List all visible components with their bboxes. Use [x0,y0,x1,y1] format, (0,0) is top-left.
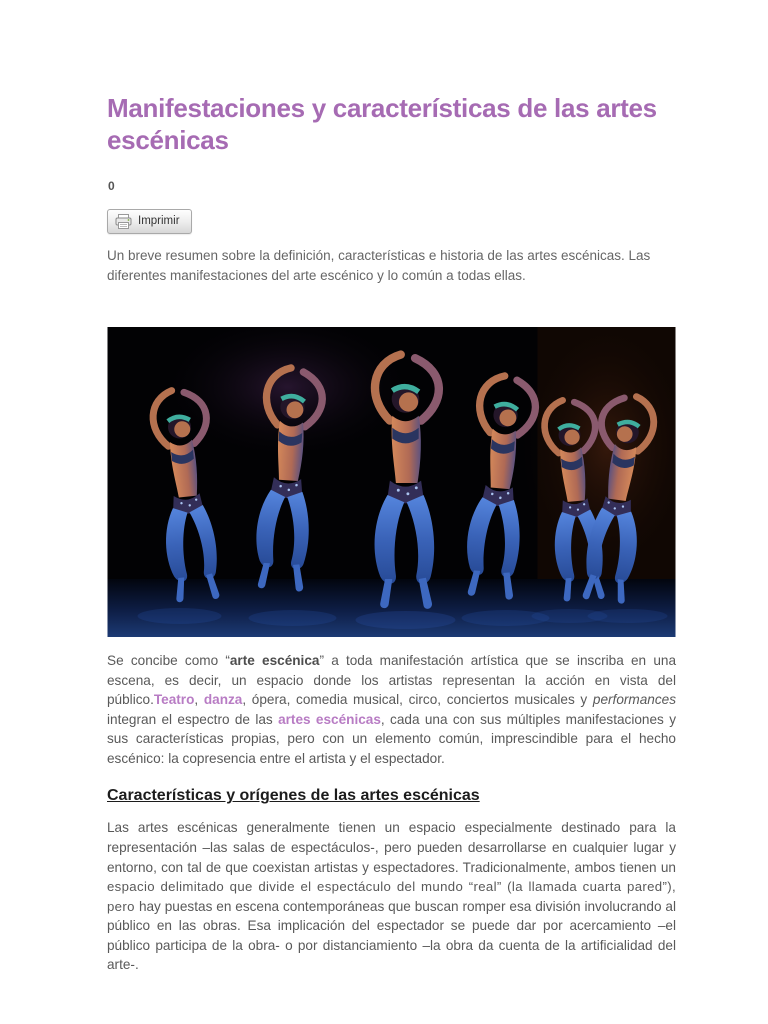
paragraph-1 [107,651,676,768]
p1-separator: , [194,692,204,708]
dancers-illustration [107,327,676,637]
link-danza[interactable]: danza [203,692,243,708]
link-teatro[interactable]: Teatro [153,692,195,708]
p1-after-bold: ” a toda manifestación artística que se inscriba en una escena, es decir, un espacio donde los artistas representan la acción en vista del público. [107,653,676,708]
page-title: Manifestaciones y características de las artes escénicas [107,93,657,155]
section-heading: Características y orígenes de las artes escénicas [107,787,480,805]
p1-lead: Se concibe como “ [107,653,230,669]
p2-altfont-segment: espacio delimitado que divide el espectáculo del mundo “real” (la llamada cuarta pared”), pero [107,879,676,914]
link-artes-escenicas[interactable]: artes escénicas [278,711,381,727]
printer-icon [115,214,132,229]
paragraph-2 [107,818,676,975]
p1-mid: , ópera, comedia musical, circo, conciertos musicales y [242,692,593,708]
vote-count: 0 [108,178,115,193]
p1-tail: , cada una con sus múltiples manifestaciones y sus características propias, pero con un elemento común, imprescindible para el hecho escénico: la copresencia entre el artista y el espectador. [107,711,676,766]
p2-part1: Las artes escénicas generalmente tienen un espacio especialmente destinado para la representación –las salas de espectáculos-, pero pueden desarrollarse en cualquier lugar y entorno, con tal de que coexistan artistas y espectadores. Tradicionalmente, ambos tienen un [107,820,676,875]
stage-dancers-photo [107,327,676,637]
p1-after-italic: integran el espectro de las [107,711,279,727]
print-button-label: Imprimir [138,215,180,228]
p2-part3: hay puestas en escena contemporáneas que buscan romper esa división involucrando al público en las obras. Esa implicación del espectador se puede dar por acercamiento –el público participa de la obra- o por distanciamiento –la obra da cuenta de la artificialidad del arte-. [107,898,677,973]
intro-text: Un breve resumen sobre la definición, características e historia de las artes escénicas. Las diferentes manifestaciones del arte escénico y lo común a todas ellas. [107,247,651,283]
italic-performances: performances [592,692,676,708]
bold-term-arte-escenica: arte escénica [229,653,320,669]
print-button[interactable] [107,209,192,234]
